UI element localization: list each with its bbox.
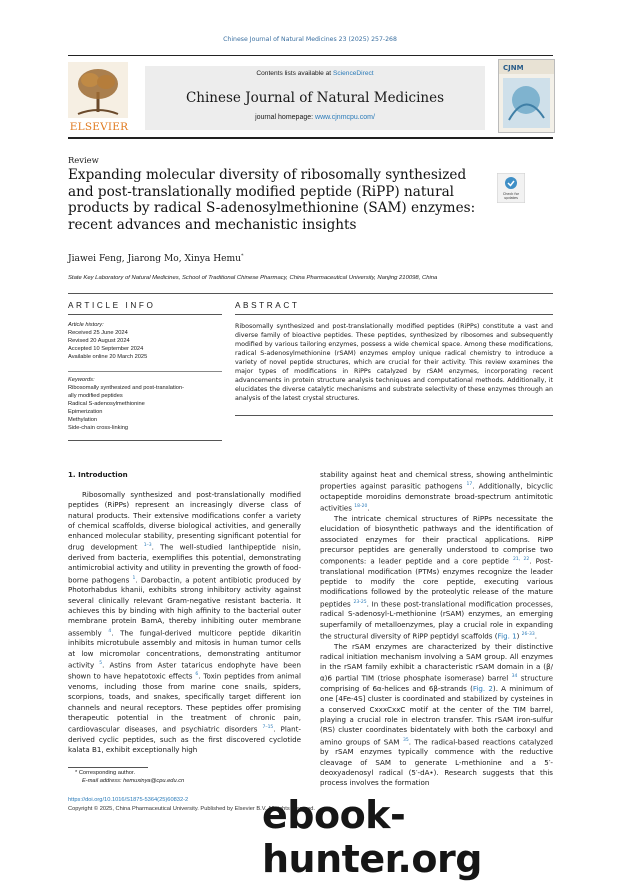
body-text-run: stability against heat and chemical stress, showing anthelmintic properties against parasitic pathogens bbox=[320, 470, 553, 491]
watermark-text: ebook-hunter.org bbox=[262, 793, 482, 881]
copyright-line: Copyright © 2025, China Pharmaceutical University. Published by Elsevier B.V. All rights reserved. bbox=[68, 806, 315, 812]
body-text-run: . Astins from Aster tataricus endophyte have been shown to have hepatotoxic effects bbox=[68, 660, 301, 681]
citation-ref[interactable]: 6 bbox=[195, 672, 199, 678]
citation-ref[interactable]: 23-25 bbox=[353, 599, 367, 605]
body-text-run: . bbox=[367, 503, 370, 513]
citation-ref[interactable]: 18-20 bbox=[354, 504, 368, 510]
cover-art bbox=[499, 60, 554, 132]
citation-ref[interactable]: 17 bbox=[466, 482, 473, 488]
keyword-item: Radical S-adenosylmethionine bbox=[68, 401, 145, 407]
body-text-run: Ribosomally synthesized and post-translationally modified peptides (RiPPs) represent an increasingly diverse class of natural products. Their extensive modifications confer a variety of chemical scaffolds, diverse biological activities, and generally enhanced molecular stability, presenting significant potential for drug development bbox=[68, 490, 301, 552]
body-text-run: ). A minimum of one [4Fe-4S] cluster is coordinated and stabilized by cysteines in a conserved CxxxCxxC motif at the center of the TIM barrel, playing a crucial role in electron transfer. This rSAM iron-sulfur (RS) cluster coordinates bidentately with both the carboxyl and amino groups of SAM bbox=[320, 684, 553, 746]
body-text-run: . The fungal-derived multicore peptide dikaritin inhibits microtubule assembly and mitosis in human tumor cells at low micromolar concentrations, demonstrating antitumor activity bbox=[68, 627, 301, 670]
body-text-run: . Plant-derived cyclic peptides, such as the first discovered cyclotide kalata B1, exhibit exceptionally high bbox=[68, 724, 301, 755]
abstract-bottom-rule bbox=[235, 415, 553, 416]
body-text-run: structure comprising of 6α-helices and 6β-strands ( bbox=[320, 673, 553, 694]
citation-ref[interactable]: 1–3 bbox=[143, 543, 152, 549]
history-received: Received 25 June 2024 bbox=[68, 330, 128, 336]
citation-ref[interactable]: 21, 22 bbox=[513, 557, 530, 563]
article-info-heading: ARTICLE INFO bbox=[68, 301, 156, 310]
article-title: Expanding molecular diversity of ribosomally synthesized and post-translationally modified peptide (RiPP) natural products by radical S-adenosylmethionine (SAM) enzymes: recent advances and mechanistic insights bbox=[68, 167, 476, 233]
body-text-run: The rSAM enzymes are characterized by their distinctive radical initiation mechanism involving a SAM group. All enzymes in the rSAM family exhibit a characteristic rSAM domain in a (β/α)6 partial TIM (triose phosphate isomerase) barrel bbox=[320, 641, 553, 683]
badge-line-2: updates bbox=[504, 196, 518, 200]
affiliation: State Key Laboratory of Natural Medicines, School of Traditional Chinese Pharmacy, China Pharmaceutical University, Nanjing 210098, China bbox=[68, 275, 438, 281]
history-rule bbox=[68, 371, 222, 372]
keywords-rule bbox=[68, 440, 222, 441]
history-revised: Revised 20 August 2024 bbox=[68, 338, 130, 344]
homepage-link[interactable]: www.cjnmcpu.com/ bbox=[315, 114, 375, 121]
journal-title: Chinese Journal of Natural Medicines bbox=[185, 90, 445, 106]
affiliation-rule bbox=[68, 293, 553, 294]
doi-link[interactable]: https://doi.org/10.1016/S1875-5364(25)60832-2 bbox=[68, 797, 189, 803]
section-heading: 1. Introduction bbox=[68, 470, 128, 479]
body-text-run: . The well-studied lanthipeptide nisin, derived from bacteria, exemplifies this potential, demonstrating antimicrobial activity and utility in preventing the growth of food-borne pathogens bbox=[68, 542, 301, 585]
badge-line-1: Check for bbox=[502, 192, 520, 196]
citation-ref[interactable]: 35 bbox=[402, 737, 409, 743]
intro-paragraph bbox=[320, 514, 553, 642]
body-text-run: ) bbox=[516, 631, 522, 641]
keywords-label: Keywords: bbox=[68, 377, 95, 383]
keyword-item: Ribosomally synthesized and post-translation- bbox=[68, 385, 185, 391]
footnote-corresponding: * Corresponding author. bbox=[75, 770, 136, 776]
keyword-item: Epimerization bbox=[68, 409, 103, 415]
intro-paragraph-continued bbox=[320, 470, 553, 514]
body-text-run: The intricate chemical structures of RiPPs necessitate the elucidation of biosynthetic pathways and the identification of associated enzymes for their practical applications. RiPP precursor peptides are generally understood to comprise two components: a leader peptide and a core peptide bbox=[320, 513, 553, 566]
body-column-left bbox=[68, 490, 301, 756]
cover-label: CJNM bbox=[503, 64, 524, 72]
abstract-text: Ribosomally synthesized and post-translationally modified peptides (RiPPs) constitute a vast and diverse family of bioactive peptides. These peptides, synthesized by ribosomes and subsequently modified by various tailoring enzymes, possess a wide chemical space. Among these modifications, radical S-adenosylmethionine (rSAM) enzymes employ unique radical chemistry to introduce a variety of novel peptide structures, which are crucial for their activity. This review examines the major types of modifications in RiPPs catalyzed by rSAM enzymes, incorporating recent advancements in protein structure analysis techniques and computational methods. Additionally, it elucidates the diverse catalytic mechanisms and substrate selectivity of these enzymes through an analysis of the latest crystal structures. bbox=[235, 323, 553, 402]
keyword-item: Methylation bbox=[68, 417, 98, 423]
article-info-rule bbox=[68, 314, 222, 315]
body-text-run: . In these post-translational modification processes, radical S-adenosyl-L-methionine (rSAM) enzymes, an emerging superfamily of metalloenzymes, play a crucial role in expanding the structural diversity of RiPP peptidyl scaffolds ( bbox=[320, 599, 553, 641]
footnote-rule bbox=[68, 767, 148, 768]
intro-paragraph bbox=[68, 490, 301, 756]
citation-ref[interactable]: 4 bbox=[108, 628, 112, 634]
body-text-run: . Darobactin, a potent antibiotic produced by Photorhabdus khanii, exhibits strong inhibitory activity against several clinically relevant Gram-negative resistant bacteria. It achieves this by binding with high affinity to the bacterial outer membrane protein BamA, thereby inhibiting outer membrane assembly bbox=[68, 575, 302, 637]
body-text-run: . Toxin peptides from animal venoms, including those from marine cone snails, spiders, scorpions, toads, and snakes, specifically target different ion channels and neural receptors. These peptides offer promising therapeutic potential in the treatment of chronic pain, cardiovascular diseases, and psychiatric disorders bbox=[68, 671, 301, 734]
article-type: Review bbox=[68, 155, 99, 165]
abstract-rule bbox=[235, 314, 553, 315]
journal-cover-image bbox=[498, 59, 555, 133]
body-text-run: . The radical-based reactions catalyzed by rSAM enzymes typically commence with the reductive cleavage of SAM to generate L-methionine and a 5′-deoxyadenosyl radical (5′-dA•). Research suggests that this process involves the formation bbox=[320, 736, 553, 788]
author-list: Jiawei Feng, Jiarong Mo, Xinya Hemu* bbox=[68, 253, 244, 265]
contents-line: Contents lists available at ScienceDirect bbox=[256, 70, 374, 77]
abstract-heading: ABSTRACT bbox=[235, 301, 300, 310]
citation-ref[interactable]: 7–15 bbox=[262, 725, 274, 731]
body-text-run: . bbox=[534, 631, 537, 641]
citation-ref[interactable]: 5 bbox=[99, 660, 103, 666]
body-text-run: . Post-translational modification (PTMs) enzymes recognize the leader peptide to modify the core peptide, executing various modifications followed by the proteolytic release of the mature peptides bbox=[320, 556, 553, 608]
history-label: Article history: bbox=[68, 322, 104, 328]
figure-link[interactable]: Fig. 1 bbox=[497, 631, 517, 641]
body-column-right bbox=[320, 470, 553, 788]
check-for-updates-badge[interactable] bbox=[497, 173, 525, 203]
header-rule bbox=[68, 137, 553, 139]
intro-paragraph bbox=[320, 642, 553, 789]
keyword-item: Side-chain cross-linking bbox=[68, 425, 129, 431]
corresponding-mark: * bbox=[241, 253, 244, 259]
footnote-email: E-mail address: hemuxinya@cpu.edu.cn bbox=[82, 778, 185, 784]
body-text-run: . Additionally, bicyclic octapeptide moroidins demonstrate broad-spectrum antimitotic activities bbox=[320, 481, 553, 513]
top-rule bbox=[68, 55, 553, 56]
journal-homepage: journal homepage: www.cjnmcpu.com/ bbox=[255, 114, 375, 121]
figure-link[interactable]: Fig. 2 bbox=[472, 684, 493, 694]
running-header: Chinese Journal of Natural Medicines 23 (2025) 257-268 bbox=[223, 36, 397, 43]
sciencedirect-link[interactable]: ScienceDirect bbox=[332, 70, 374, 77]
history-accepted: Accepted 10 September 2024 bbox=[68, 346, 144, 352]
citation-ref[interactable]: 26-33 bbox=[521, 631, 535, 637]
keyword-item: ally modified peptides bbox=[68, 393, 123, 399]
citation-ref[interactable]: 1 bbox=[132, 575, 136, 581]
history-online: Available online 20 March 2025 bbox=[68, 354, 148, 360]
elsevier-wordmark: ELSEVIER bbox=[69, 121, 129, 133]
citation-ref[interactable]: 34 bbox=[511, 674, 518, 680]
